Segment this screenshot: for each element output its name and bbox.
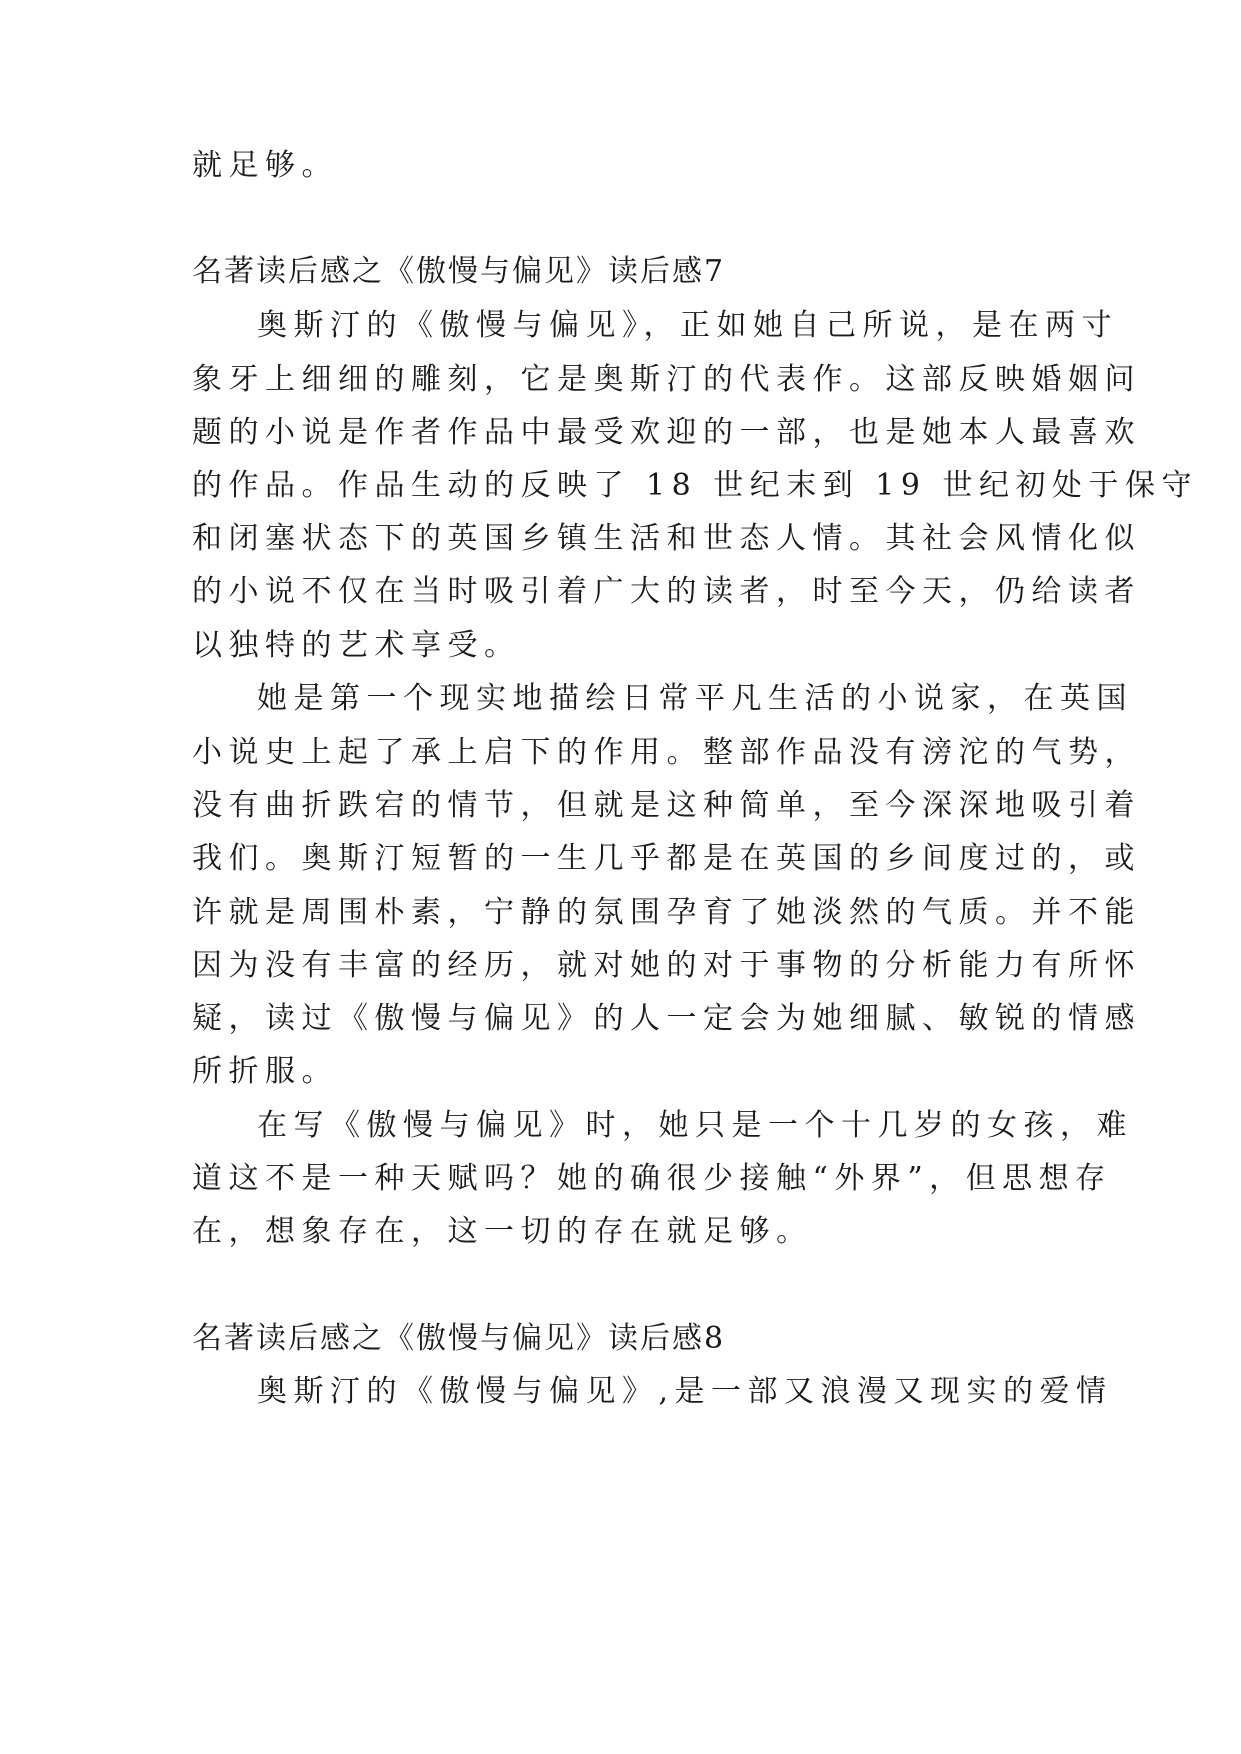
text-line: 的作品。作品生动的反映了 18 世纪末到 19 世纪初处于保守 <box>192 468 1198 503</box>
text-line: 所折服。 <box>192 1054 338 1089</box>
text-line: 奥斯汀的《傲慢与偏见》,是一部又浪漫又现实的爱情 <box>257 1374 1113 1409</box>
text-line: 和闭塞状态下的英国乡镇生活和世态人情。其社会风情化似 <box>192 521 1141 556</box>
text-line: 的小说不仅在当时吸引着广大的读者，时至今天，仍给读者 <box>192 574 1141 609</box>
text-line: 奥斯汀的《傲慢与偏见》，正如她自己所说，是在两寸 <box>257 308 1118 343</box>
text-line: 我们。奥斯汀短暂的一生几乎都是在英国的乡间度过的，或 <box>192 841 1141 876</box>
text-line: 在，想象存在，这一切的存在就足够。 <box>192 1214 813 1249</box>
text-line: 就足够。 <box>192 148 338 183</box>
text-line: 因为没有丰富的经历，就对她的对于事物的分析能力有所怀 <box>192 948 1141 983</box>
essay-8-heading: 名著读后感之《傲慢与偏见》读后感8 <box>192 1321 726 1356</box>
essay-7-heading: 名著读后感之《傲慢与偏见》读后感7 <box>192 254 726 289</box>
text-line: 道这不是一种天赋吗？她的确很少接触“外界”，但思想存 <box>192 1161 1112 1196</box>
text-line: 许就是周围朴素，宁静的氛围孕育了她淡然的气质。并不能 <box>192 895 1141 930</box>
text-line: 象牙上细细的雕刻，它是奥斯汀的代表作。这部反映婚姻问 <box>192 362 1141 397</box>
text-line: 题的小说是作者作品中最受欢迎的一部，也是她本人最喜欢 <box>192 415 1141 450</box>
text-line: 没有曲折跌宕的情节，但就是这种简单，至今深深地吸引着 <box>192 788 1141 823</box>
text-line: 她是第一个现实地描绘日常平凡生活的小说家，在英国 <box>257 681 1133 716</box>
text-line: 以独特的艺术享受。 <box>192 628 521 663</box>
text-line: 小说史上起了承上启下的作用。整部作品没有滂沱的气势， <box>192 735 1141 770</box>
text-line: 在写《傲慢与偏见》时，她只是一个十几岁的女孩，难 <box>257 1108 1133 1143</box>
text-line: 疑，读过《傲慢与偏见》的人一定会为她细腻、敏锐的情感 <box>192 1001 1141 1036</box>
